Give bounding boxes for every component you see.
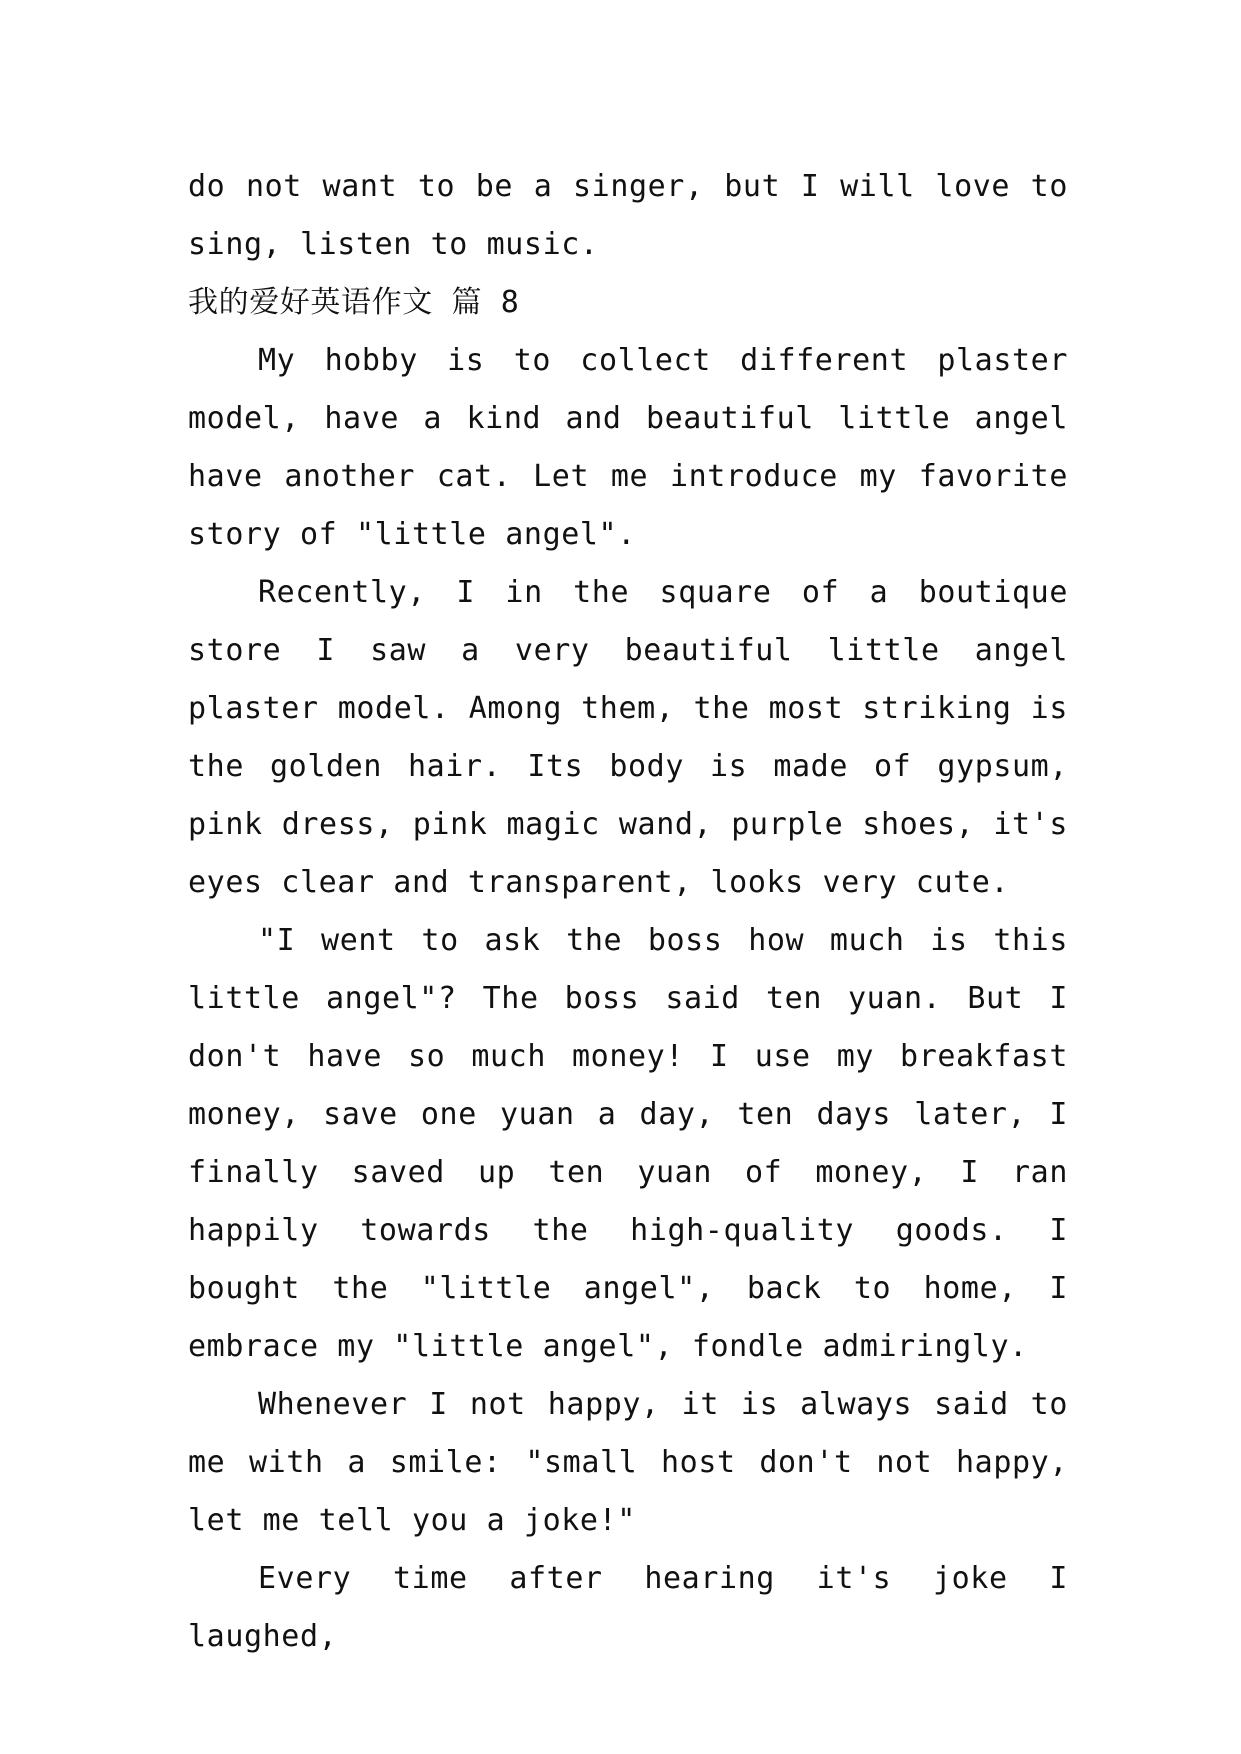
paragraph: Every time after hearing it's joke I laughed, [188,1561,1068,1654]
section-heading: 我的爱好英语作文 篇 8 [188,285,520,320]
essay-body [188,158,1068,1666]
continuation-paragraph: do not want to be a singer, but I will love to sing, listen to music. [188,169,1068,262]
paragraph: My hobby is to collect different plaster model, have a kind and beautiful little angel have another cat. Let me introduce my favorite story of "little angel". [188,343,1068,552]
paragraph: Recently, I in the square of a boutique store I saw a very beautiful little angel plaster model. Among them, the most striking is the golden hair. Its body is made of gypsum, pink dress, pink magic wand, purple shoes, it's eyes clear and transparent, looks very cute. [188,575,1068,900]
paragraph: Whenever I not happy, it is always said to me with a smile: "small host don't not happy, let me tell you a joke!" [188,1387,1068,1538]
paragraph: "I went to ask the boss how much is this little angel"? The boss said ten yuan. But I don't have so much money! I use my breakfast money, save one yuan a day, ten days later, I finally saved up ten yuan of money, I ran happily towards the high-quality goods. I bought the "little angel", back to home, I embrace my "little angel", fondle admiringly. [188,923,1068,1364]
